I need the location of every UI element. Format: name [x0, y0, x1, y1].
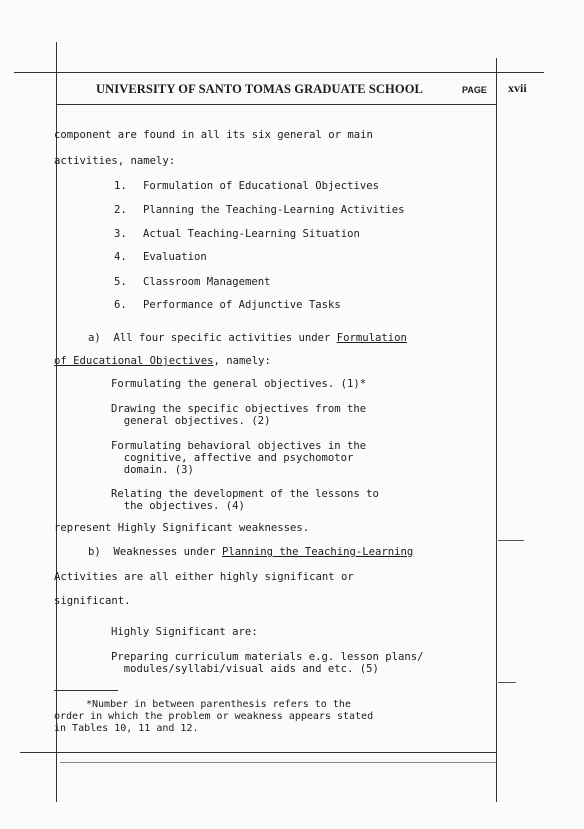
list-number: 1.: [114, 180, 127, 192]
paragraph-a-line1: [88, 332, 407, 344]
page-number: xvii: [508, 81, 527, 95]
paragraph-a-line2: [54, 355, 271, 367]
paragraph-a-lead: a) All four specific activities under: [88, 332, 337, 344]
sub-item-line: the objectives. (4): [111, 500, 245, 512]
intro-line: component are found in all its six general or main: [54, 129, 373, 141]
list-item: Classroom Management: [143, 276, 271, 288]
header-top-rule: [14, 72, 544, 73]
list-number: 5.: [114, 276, 127, 288]
intro-line: activities, namely:: [54, 155, 176, 167]
list-item: Evaluation: [143, 251, 207, 263]
sub-item-line: domain. (3): [111, 464, 194, 476]
list-number: 6.: [114, 299, 127, 311]
underlined-heading: of Educational Objectives: [54, 355, 214, 367]
margin-tick: [498, 682, 516, 683]
preparing-line: modules/syllabi/visual aids and etc. (5): [111, 663, 379, 675]
sub-item-line: cognitive, affective and psychomotor: [111, 452, 354, 464]
sub-item-line: Drawing the specific objectives from the: [111, 403, 367, 415]
list-item: Performance of Adjunctive Tasks: [143, 299, 341, 311]
paragraph-b-line2: Activities are all either highly significant or: [54, 571, 354, 583]
preparing-line: Preparing curriculum materials e.g. lesson plans/: [111, 651, 424, 663]
footnote-line: order in which the problem or weakness appears stated: [54, 711, 374, 722]
underlined-heading: Formulation: [336, 332, 407, 344]
page-header: [0, 78, 584, 102]
header-bottom-rule: [56, 104, 496, 105]
footnote-line: *Number in between parenthesis refers to the: [86, 699, 351, 710]
sub-item-line: general objectives. (2): [111, 415, 271, 427]
page-label: PAGE: [462, 85, 487, 95]
sub-item-line: Relating the development of the lessons to: [111, 488, 379, 500]
paragraph-b-lead: b) Weaknesses under: [88, 546, 222, 558]
right-margin-rule: [496, 58, 497, 802]
underlined-heading: Planning the Teaching-Learning: [221, 546, 414, 558]
footnote-line: in Tables 10, 11 and 12.: [54, 723, 199, 734]
sub-item-line: Formulating the general objectives. (1)*: [111, 378, 367, 390]
sub-item-line: Formulating behavioral objectives in the: [111, 440, 367, 452]
school-name: UNIVERSITY OF SANTO TOMAS GRADUATE SCHOOL: [96, 82, 423, 96]
bottom-rule-lower: [60, 762, 496, 763]
paragraph-b-line1: [88, 546, 413, 558]
list-item: Actual Teaching-Learning Situation: [143, 228, 360, 240]
list-number: 2.: [114, 204, 127, 216]
list-number: 3.: [114, 228, 127, 240]
highly-significant-heading: Highly Significant are:: [111, 626, 258, 638]
paragraph-b-line3: significant.: [54, 595, 131, 607]
bottom-rule: [20, 752, 496, 753]
represent-line: represent Highly Significant weaknesses.: [54, 522, 310, 534]
list-item: Planning the Teaching-Learning Activities: [143, 204, 405, 216]
paragraph-a-tail: , namely:: [213, 355, 271, 367]
list-number: 4.: [114, 251, 127, 263]
margin-tick: [498, 540, 524, 541]
footnote-rule: [54, 690, 118, 691]
list-item: Formulation of Educational Objectives: [143, 180, 379, 192]
